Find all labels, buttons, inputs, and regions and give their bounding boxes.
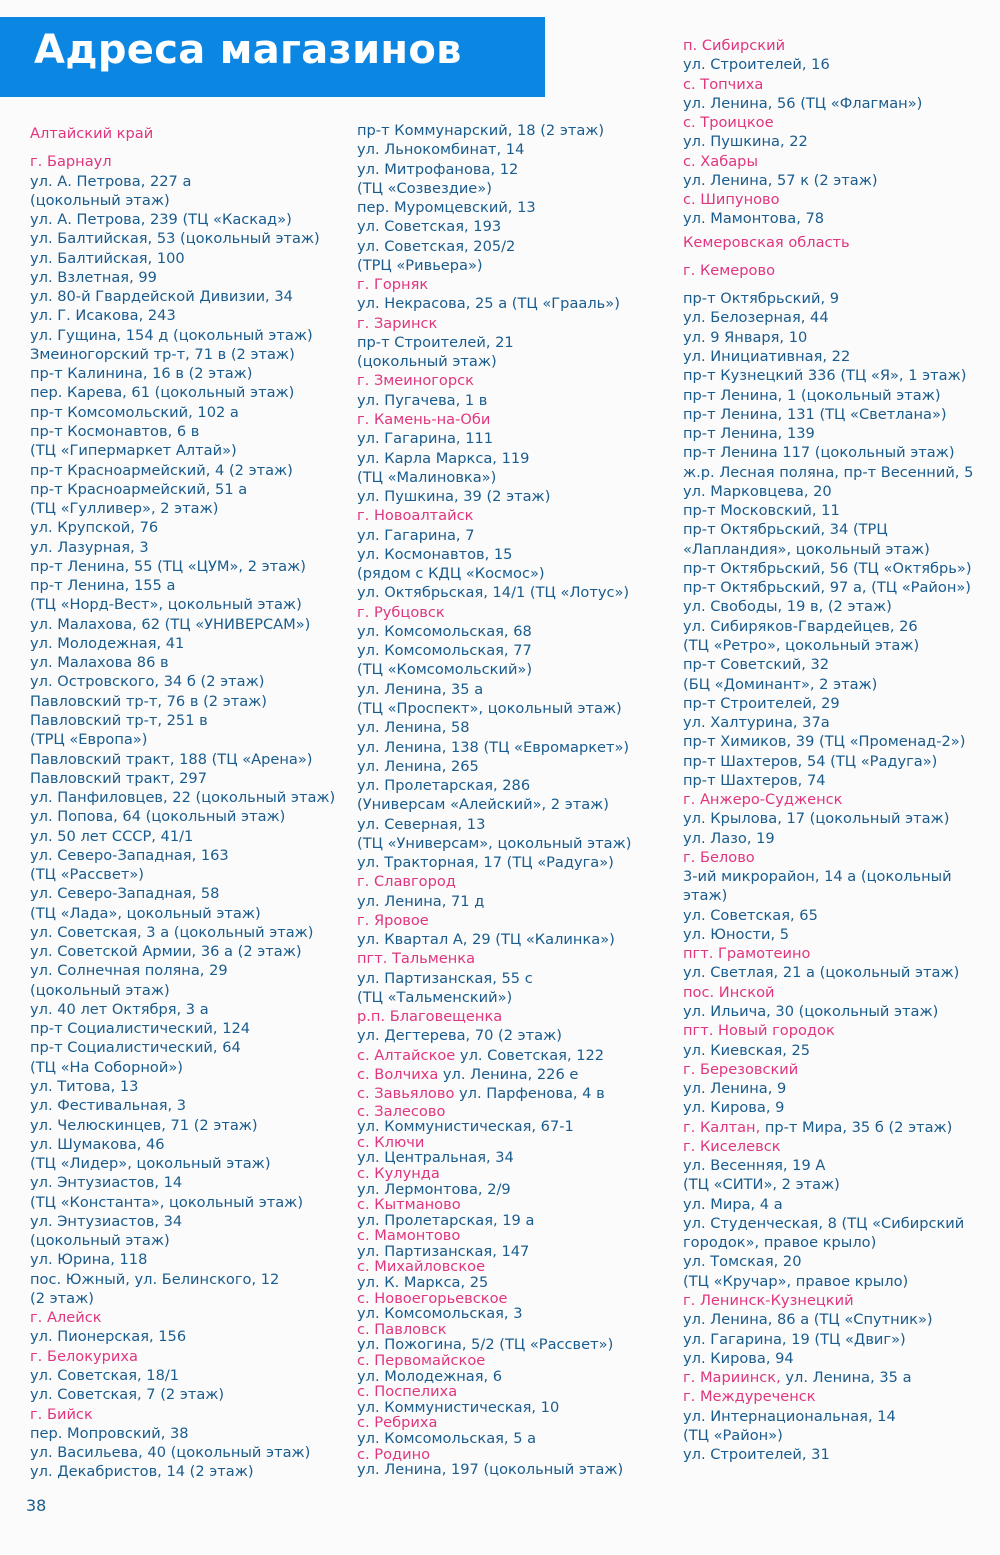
address-line: городок», правое крыло) — [683, 1234, 877, 1252]
address-line: ул. Строителей, 16 — [683, 56, 830, 74]
address-line: ул. Васильева, 40 (цокольный этаж) — [30, 1444, 311, 1462]
address-line: ул. Пугачева, 1 в — [357, 391, 488, 409]
address-line: ул. Гущина, 154 д (цокольный этаж) — [30, 326, 313, 344]
address-line: ул. Ленина, 71 д — [357, 892, 485, 910]
address-line: пр-т Социалистический, 124 — [30, 1020, 251, 1038]
address-line: Павловский тракт, 297 — [30, 769, 207, 787]
address-line: (цокольный этаж) — [357, 353, 497, 371]
address-line: (БЦ «Доминант», 2 этаж) — [683, 675, 878, 693]
city-heading: п. Сибирский — [683, 37, 786, 54]
address-line: ул. Панфиловцев, 22 (цокольный этаж) — [30, 789, 336, 807]
address-line: ул. Комсомольская, 5 а — [357, 1430, 537, 1448]
address-line: ул. Советская, 3 а (цокольный этаж) — [30, 923, 314, 941]
address-line: ул. Лазо, 19 — [683, 829, 775, 847]
address-line: пр-т Октябрьский, 97 а, (ТЦ «Район») — [683, 579, 971, 597]
city-heading: г. Кемерово — [683, 261, 775, 279]
address-line: ул. Ильича, 30 (цокольный этаж) — [683, 1003, 939, 1021]
city-heading: с. Кулунда — [357, 1164, 440, 1182]
address-line: пр-т Ленина, 55 (ТЦ «ЦУМ», 2 этаж) — [30, 557, 306, 575]
city-name: с. Алтайское — [357, 1046, 456, 1064]
address-line: пос. Южный, ул. Белинского, 12 — [30, 1270, 280, 1288]
city-heading: г. Белово — [683, 848, 755, 866]
address-line: ул. Комсомольская, 77 — [357, 642, 532, 660]
address-text: ул. Ленина, 226 е — [438, 1066, 579, 1084]
city-name: с. Завьялово — [357, 1085, 455, 1103]
address-line: ул. Интернациональная, 14 — [683, 1407, 896, 1425]
city-heading: г. Горняк — [357, 276, 429, 294]
address-line: ул. Энтузиастов, 34 — [30, 1212, 183, 1230]
address-line: ул. Энтузиастов, 14 — [30, 1174, 183, 1192]
address-line: ул. Лазурная, 3 — [30, 538, 149, 556]
address-line: ул. Ленина, 138 (ТЦ «Евромаркет») — [357, 738, 630, 756]
address-line: (рядом с КДЦ «Космос») — [357, 565, 545, 583]
address-line: пр-т Красноармейский, 4 (2 этаж) — [30, 461, 293, 479]
address-line: ул. Попова, 64 (цокольный этаж) — [30, 808, 286, 826]
city-heading: г. Ленинск-Кузнецкий — [683, 1292, 854, 1309]
address-line: ул. Космонавтов, 15 — [357, 545, 513, 563]
city-name: г. Мариинск, — [683, 1369, 781, 1387]
address-line: ул. Северо-Западная, 163 — [30, 846, 229, 864]
address-line: ул. Комсомольская, 68 — [357, 622, 532, 640]
address-line: пр-т Шахтеров, 74 — [683, 771, 826, 789]
address-line: ул. Мамонтова, 78 — [683, 210, 825, 228]
address-line: ул. Советской Армии, 36 а (2 этаж) — [30, 943, 302, 961]
address-column-3 — [683, 36, 973, 1464]
city-heading: с. Ребриха — [357, 1414, 438, 1432]
address-line: (ТЦ «Гипермаркет Алтай») — [30, 442, 237, 460]
address-line: ул. Балтийская, 100 — [30, 249, 185, 267]
address-line: ул. Томская, 20 — [683, 1253, 802, 1271]
address-line: (ТЦ «Рассвет») — [30, 866, 144, 884]
address-line: (ТЦ «Проспект», цокольный этаж) — [357, 699, 622, 717]
address-line: (ТЦ «Норд-Вест», цокольный этаж) — [30, 596, 302, 614]
city-heading: с. Родино — [357, 1445, 431, 1463]
address-line: ул. Челюскинцев, 71 (2 этаж) — [30, 1116, 258, 1134]
address-line: ул. Фестивальная, 3 — [30, 1097, 187, 1115]
address-line: (ТРЦ «Европа») — [30, 731, 148, 749]
address-column-2 — [357, 121, 631, 1478]
address-line: ул. Некрасова, 25 а (ТЦ «Грааль») — [357, 295, 620, 313]
address-line: ул. Советская, 193 — [357, 218, 502, 236]
address-line: (ТЦ «Малиновка») — [357, 468, 497, 486]
city-heading: г. Новоалтайск — [357, 507, 474, 525]
region-heading: Кемеровская область — [683, 233, 850, 251]
address-line: ул. А. Петрова, 239 (ТЦ «Каскад») — [30, 211, 292, 229]
address-line: ул. Весенняя, 19 А — [683, 1157, 826, 1175]
address-line: ул. Сибиряков-Гвардейцев, 26 — [683, 617, 918, 635]
city-name: г. Калтан, — [683, 1118, 761, 1136]
city-heading: с. Залесово — [357, 1102, 446, 1120]
address-line: ул. Коммунистическая, 10 — [357, 1398, 560, 1416]
address-line: (цокольный этаж) — [30, 981, 170, 999]
address-line: «Лапландия», цокольный этаж) — [683, 540, 930, 558]
city-heading: г. Киселевск — [683, 1137, 781, 1155]
city-heading: с. Первомайское — [357, 1352, 486, 1370]
city-heading: пгт. Тальменка — [357, 950, 476, 968]
address-line: пр-т Шахтеров, 54 (ТЦ «Радуга») — [683, 752, 938, 770]
address-line: пр-т Космонавтов, 6 в — [30, 422, 200, 440]
address-line: ул. Гагарина, 19 (ТЦ «Двиг») — [683, 1330, 906, 1348]
address-line: ул. Гагарина, 111 — [357, 430, 494, 448]
address-line: пр-т Строителей, 21 — [357, 333, 514, 351]
address-line: ул. Партизанская, 147 — [357, 1242, 530, 1260]
address-line: пр-т Октябрьский, 34 (ТРЦ — [683, 521, 888, 539]
address-line: Павловский тр-т, 76 в (2 этаж) — [30, 692, 267, 710]
address-line: пер. Мопровский, 38 — [30, 1424, 189, 1442]
address-line: ул. Молодежная, 41 — [30, 634, 185, 652]
address-line: ул. Строителей, 31 — [683, 1446, 830, 1464]
address-line: (ТЦ «Константа», цокольный этаж) — [30, 1193, 304, 1211]
address-line: ж.р. Лесная поляна, пр-т Весенний, 5 — [683, 463, 974, 481]
address-line: пр-т Комсомольский, 102 а — [30, 403, 239, 421]
address-line: ул. Кирова, 94 — [683, 1349, 794, 1367]
address-line: (ТЦ «Лидер», цокольный этаж) — [30, 1155, 271, 1173]
address-line: ул. Лермонтова, 2/9 — [357, 1180, 511, 1198]
city-heading: г. Березовский — [683, 1060, 799, 1078]
city-heading: с. Хабары — [683, 152, 758, 170]
address-line: пер. Карева, 61 (цокольный этаж) — [30, 384, 295, 402]
address-line: пр-т Ленина, 131 (ТЦ «Светлана») — [683, 405, 947, 423]
address-line: ул. Крупской, 76 — [30, 519, 159, 537]
region-heading: Алтайский край — [30, 125, 154, 142]
address-line: ул. Советская, 7 (2 этаж) — [30, 1386, 225, 1404]
address-line: пр-т Советский, 32 — [683, 656, 830, 674]
address-line: Павловский тр-т, 251 в — [30, 711, 208, 729]
city-heading: с. Павловск — [357, 1320, 447, 1338]
address-line: (ТЦ «Гулливер», 2 этаж) — [30, 500, 219, 518]
address-line: (2 этаж) — [30, 1289, 94, 1307]
city-heading: с. Топчиха — [683, 75, 764, 93]
address-line: ул. Карла Маркса, 119 — [357, 449, 530, 467]
page-title: Адреса магазинов — [34, 27, 462, 73]
address-line: этаж) — [683, 887, 728, 905]
address-line: ул. К. Маркса, 25 — [357, 1274, 489, 1292]
address-line: пр-т Московский, 11 — [683, 502, 840, 520]
city-heading: с. Шипуново — [683, 191, 780, 209]
address-line: (цокольный этаж) — [30, 1232, 170, 1250]
city-heading: г. Славгород — [357, 873, 456, 891]
address-line: ул. Балтийская, 53 (цокольный этаж) — [30, 230, 320, 248]
address-line: (ТЦ «Ретро», цокольный этаж) — [683, 636, 920, 654]
address-line: (ТЦ «Лада», цокольный этаж) — [30, 904, 261, 922]
address-line: ул. Квартал А, 29 (ТЦ «Калинка») — [357, 931, 615, 949]
address-line: (ТЦ «Комсомольский») — [357, 661, 533, 679]
address-line: ул. Мира, 4 а — [683, 1195, 783, 1213]
city-name: с. Волчиха — [357, 1066, 439, 1084]
address-line: ул. Ленина, 197 (цокольный этаж) — [357, 1461, 624, 1479]
address-line: пр-т Октябрьский, 56 (ТЦ «Октябрь») — [683, 559, 972, 577]
address-line: ул. Солнечная поляна, 29 — [30, 962, 228, 980]
address-line — [683, 1118, 973, 1137]
address-line: ул. Малахова, 62 (ТЦ «УНИВЕРСАМ») — [30, 615, 311, 633]
address-text: ул. Парфенова, 4 в — [454, 1085, 605, 1103]
city-heading: с. Новоегорьевское — [357, 1289, 508, 1307]
address-line: ул. Дегтерева, 70 (2 этаж) — [357, 1027, 562, 1045]
address-line: ул. Ленина, 265 — [357, 757, 479, 775]
address-line: ул. Взлетная, 99 — [30, 268, 157, 286]
address-line: ул. Ленина, 56 (ТЦ «Флагман») — [683, 94, 923, 112]
address-line: ул. Ленина, 57 к (2 этаж) — [683, 171, 878, 189]
address-line: ул. Ленина, 9 — [683, 1080, 787, 1098]
address-line: ул. Льнокомбинат, 14 — [357, 141, 525, 159]
city-heading: р.п. Благовещенка — [357, 1008, 503, 1026]
page-number: 38 — [26, 1496, 47, 1515]
address-line: ул. 40 лет Октября, 3 а — [30, 1000, 209, 1018]
address-line: ул. Островского, 34 б (2 этаж) — [30, 673, 265, 691]
address-line: пр-т Ленина, 139 — [683, 425, 815, 443]
address-line: ул. Гагарина, 7 — [357, 526, 475, 544]
address-line: ул. Халтурина, 37а — [683, 714, 830, 732]
address-line: пр-т Калинина, 16 в (2 этаж) — [30, 365, 253, 383]
city-heading: пгт. Новый городок — [683, 1022, 835, 1040]
address-line: (ТЦ «Универсам», цокольный этаж) — [357, 834, 632, 852]
address-line: ул. Ленина, 35 а — [357, 680, 484, 698]
address-line: ул. 50 лет СССР, 41/1 — [30, 827, 194, 845]
city-heading: г. Белокуриха — [30, 1347, 138, 1365]
address-line: ул. Северная, 13 — [357, 815, 486, 833]
city-heading: с. Поспелиха — [357, 1383, 458, 1401]
address-line — [357, 1046, 631, 1065]
address-line: (ТЦ «Созвездие») — [357, 179, 492, 197]
address-line: ул. Юрина, 118 — [30, 1251, 148, 1269]
address-line: ул. Пионерская, 156 — [30, 1328, 187, 1346]
city-heading: с. Троицкое — [683, 114, 774, 132]
address-line: пр-т Октябрьский, 9 — [683, 290, 840, 308]
address-line: ул. Киевская, 25 — [683, 1041, 811, 1059]
address-line: пер. Муромцевский, 13 — [357, 199, 536, 217]
city-heading: пгт. Грамотеино — [683, 945, 811, 963]
address-line: Павловский тракт, 188 (ТЦ «Арена») — [30, 750, 313, 768]
city-heading: г. Междуреченск — [683, 1388, 816, 1406]
address-text: пр-т Мира, 35 б (2 этаж) — [760, 1118, 953, 1136]
city-heading: с. Ключи — [357, 1133, 425, 1151]
address-line: (ТЦ «Тальменский») — [357, 988, 513, 1006]
address-line: ул. Пушкина, 22 — [683, 133, 808, 151]
city-heading: г. Алейск — [30, 1309, 102, 1327]
address-line: ул. Комсомольская, 3 — [357, 1305, 523, 1323]
address-line: ул. Белозерная, 44 — [683, 309, 829, 327]
address-line — [357, 1065, 631, 1084]
address-line: ул. Инициативная, 22 — [683, 347, 851, 365]
address-line: ул. Северо-Западная, 58 — [30, 885, 220, 903]
address-line: ул. Малахова 86 в — [30, 654, 169, 672]
city-heading: пос. Инской — [683, 983, 775, 1001]
address-line: ул. Свободы, 19 в, (2 этаж) — [683, 598, 892, 616]
address-line: ул. Юности, 5 — [683, 925, 790, 943]
address-line: (ТЦ «СИТИ», 2 этаж) — [683, 1176, 840, 1194]
address-line: ул. Пролетарская, 286 — [357, 777, 531, 795]
city-heading: г. Рубцовск — [357, 603, 445, 621]
address-line: ул. Советская, 65 — [683, 906, 818, 924]
address-line: (ТЦ «На Соборной») — [30, 1058, 183, 1076]
address-line: ул. Коммунистическая, 67-1 — [357, 1118, 574, 1136]
address-text: ул. Ленина, 35 а — [780, 1369, 912, 1387]
address-line: ул. Ленина, 86 а (ТЦ «Спутник») — [683, 1311, 933, 1329]
address-line: ул. Студенческая, 8 (ТЦ «Сибирский — [683, 1214, 965, 1232]
city-heading: г. Змеиногорск — [357, 372, 474, 390]
address-line: (цокольный этаж) — [30, 191, 170, 209]
address-line: ул. Шумакова, 46 — [30, 1135, 165, 1153]
address-line: ул. 9 Января, 10 — [683, 328, 808, 346]
address-line: (ТЦ «Район») — [683, 1426, 783, 1444]
address-line — [357, 1084, 631, 1103]
address-line: ул. Ленина, 58 — [357, 719, 470, 737]
address-line: ул. Кирова, 9 — [683, 1099, 785, 1117]
address-line: ул. Советская, 18/1 — [30, 1367, 180, 1384]
address-line: пр-т Социалистический, 64 — [30, 1039, 241, 1057]
address-line: ул. Молодежная, 6 — [357, 1367, 503, 1385]
address-line: ул. Пушкина, 39 (2 этаж) — [357, 488, 551, 506]
address-line: ул. Советская, 205/2 — [357, 237, 516, 255]
address-line: ул. Светлая, 21 а (цокольный этаж) — [683, 964, 960, 982]
address-line: ул. А. Петрова, 227 а — [30, 172, 192, 190]
city-heading: с. Михайловское — [357, 1258, 486, 1276]
address-line: ул. Пожогина, 5/2 (ТЦ «Рассвет») — [357, 1336, 614, 1354]
address-line: пр-т Строителей, 29 — [683, 694, 840, 712]
city-heading: г. Анжеро-Судженск — [683, 791, 843, 809]
city-heading: г. Камень-на-Оби — [357, 410, 491, 428]
city-heading: г. Барнаул — [30, 153, 112, 171]
city-heading: с. Мамонтово — [357, 1227, 461, 1245]
address-line: (Универсам «Алейский», 2 этаж) — [357, 796, 610, 814]
address-line: пр-т Химиков, 39 (ТЦ «Променад-2») — [683, 733, 966, 751]
city-heading: г. Заринск — [357, 314, 438, 332]
address-line: (ТЦ «Кручар», правое крыло) — [683, 1272, 909, 1290]
address-text: ул. Советская, 122 — [455, 1046, 605, 1064]
address-line: ул. Тракторная, 17 (ТЦ «Радуга») — [357, 854, 614, 872]
address-line: ул. Митрофанова, 12 — [357, 160, 519, 178]
address-line: 3-ий микрорайон, 14 а (цокольный — [683, 868, 952, 886]
city-heading: с. Кытманово — [357, 1196, 461, 1214]
address-line: Змеиногорский тр-т, 71 в (2 этаж) — [30, 345, 295, 363]
city-heading: г. Бийск — [30, 1405, 93, 1423]
address-line: пр-т Красноармейский, 51 а — [30, 480, 248, 498]
address-line: ул. Титова, 13 — [30, 1078, 139, 1096]
address-line — [683, 1368, 973, 1387]
address-line: (ТРЦ «Ривьера») — [357, 256, 483, 274]
address-line: пр-т Ленина, 155 а — [30, 577, 176, 595]
address-line: пр-т Ленина 117 (цокольный этаж) — [683, 444, 955, 462]
address-line: пр-т Ленина, 1 (цокольный этаж) — [683, 386, 941, 404]
address-line: ул. Марковцева, 20 — [683, 482, 832, 500]
address-line: ул. 80-й Гвардейской Дивизии, 34 — [30, 288, 293, 306]
address-line: ул. Партизанская, 55 с — [357, 969, 533, 987]
address-column-1 — [30, 120, 335, 1482]
address-line: ул. Г. Исакова, 243 — [30, 307, 176, 325]
address-line: ул. Крылова, 17 (цокольный этаж) — [683, 810, 950, 828]
city-heading: г. Яровое — [357, 911, 429, 929]
address-line: пр-т Коммунарский, 18 (2 этаж) — [357, 122, 605, 139]
address-line: ул. Центральная, 34 — [357, 1149, 514, 1167]
address-line: ул. Пролетарская, 19 а — [357, 1211, 535, 1229]
address-line: ул. Октябрьская, 14/1 (ТЦ «Лотус») — [357, 584, 630, 602]
address-line: пр-т Кузнецкий 336 (ТЦ «Я», 1 этаж) — [683, 367, 967, 385]
address-line: ул. Декабристов, 14 (2 этаж) — [30, 1463, 254, 1481]
